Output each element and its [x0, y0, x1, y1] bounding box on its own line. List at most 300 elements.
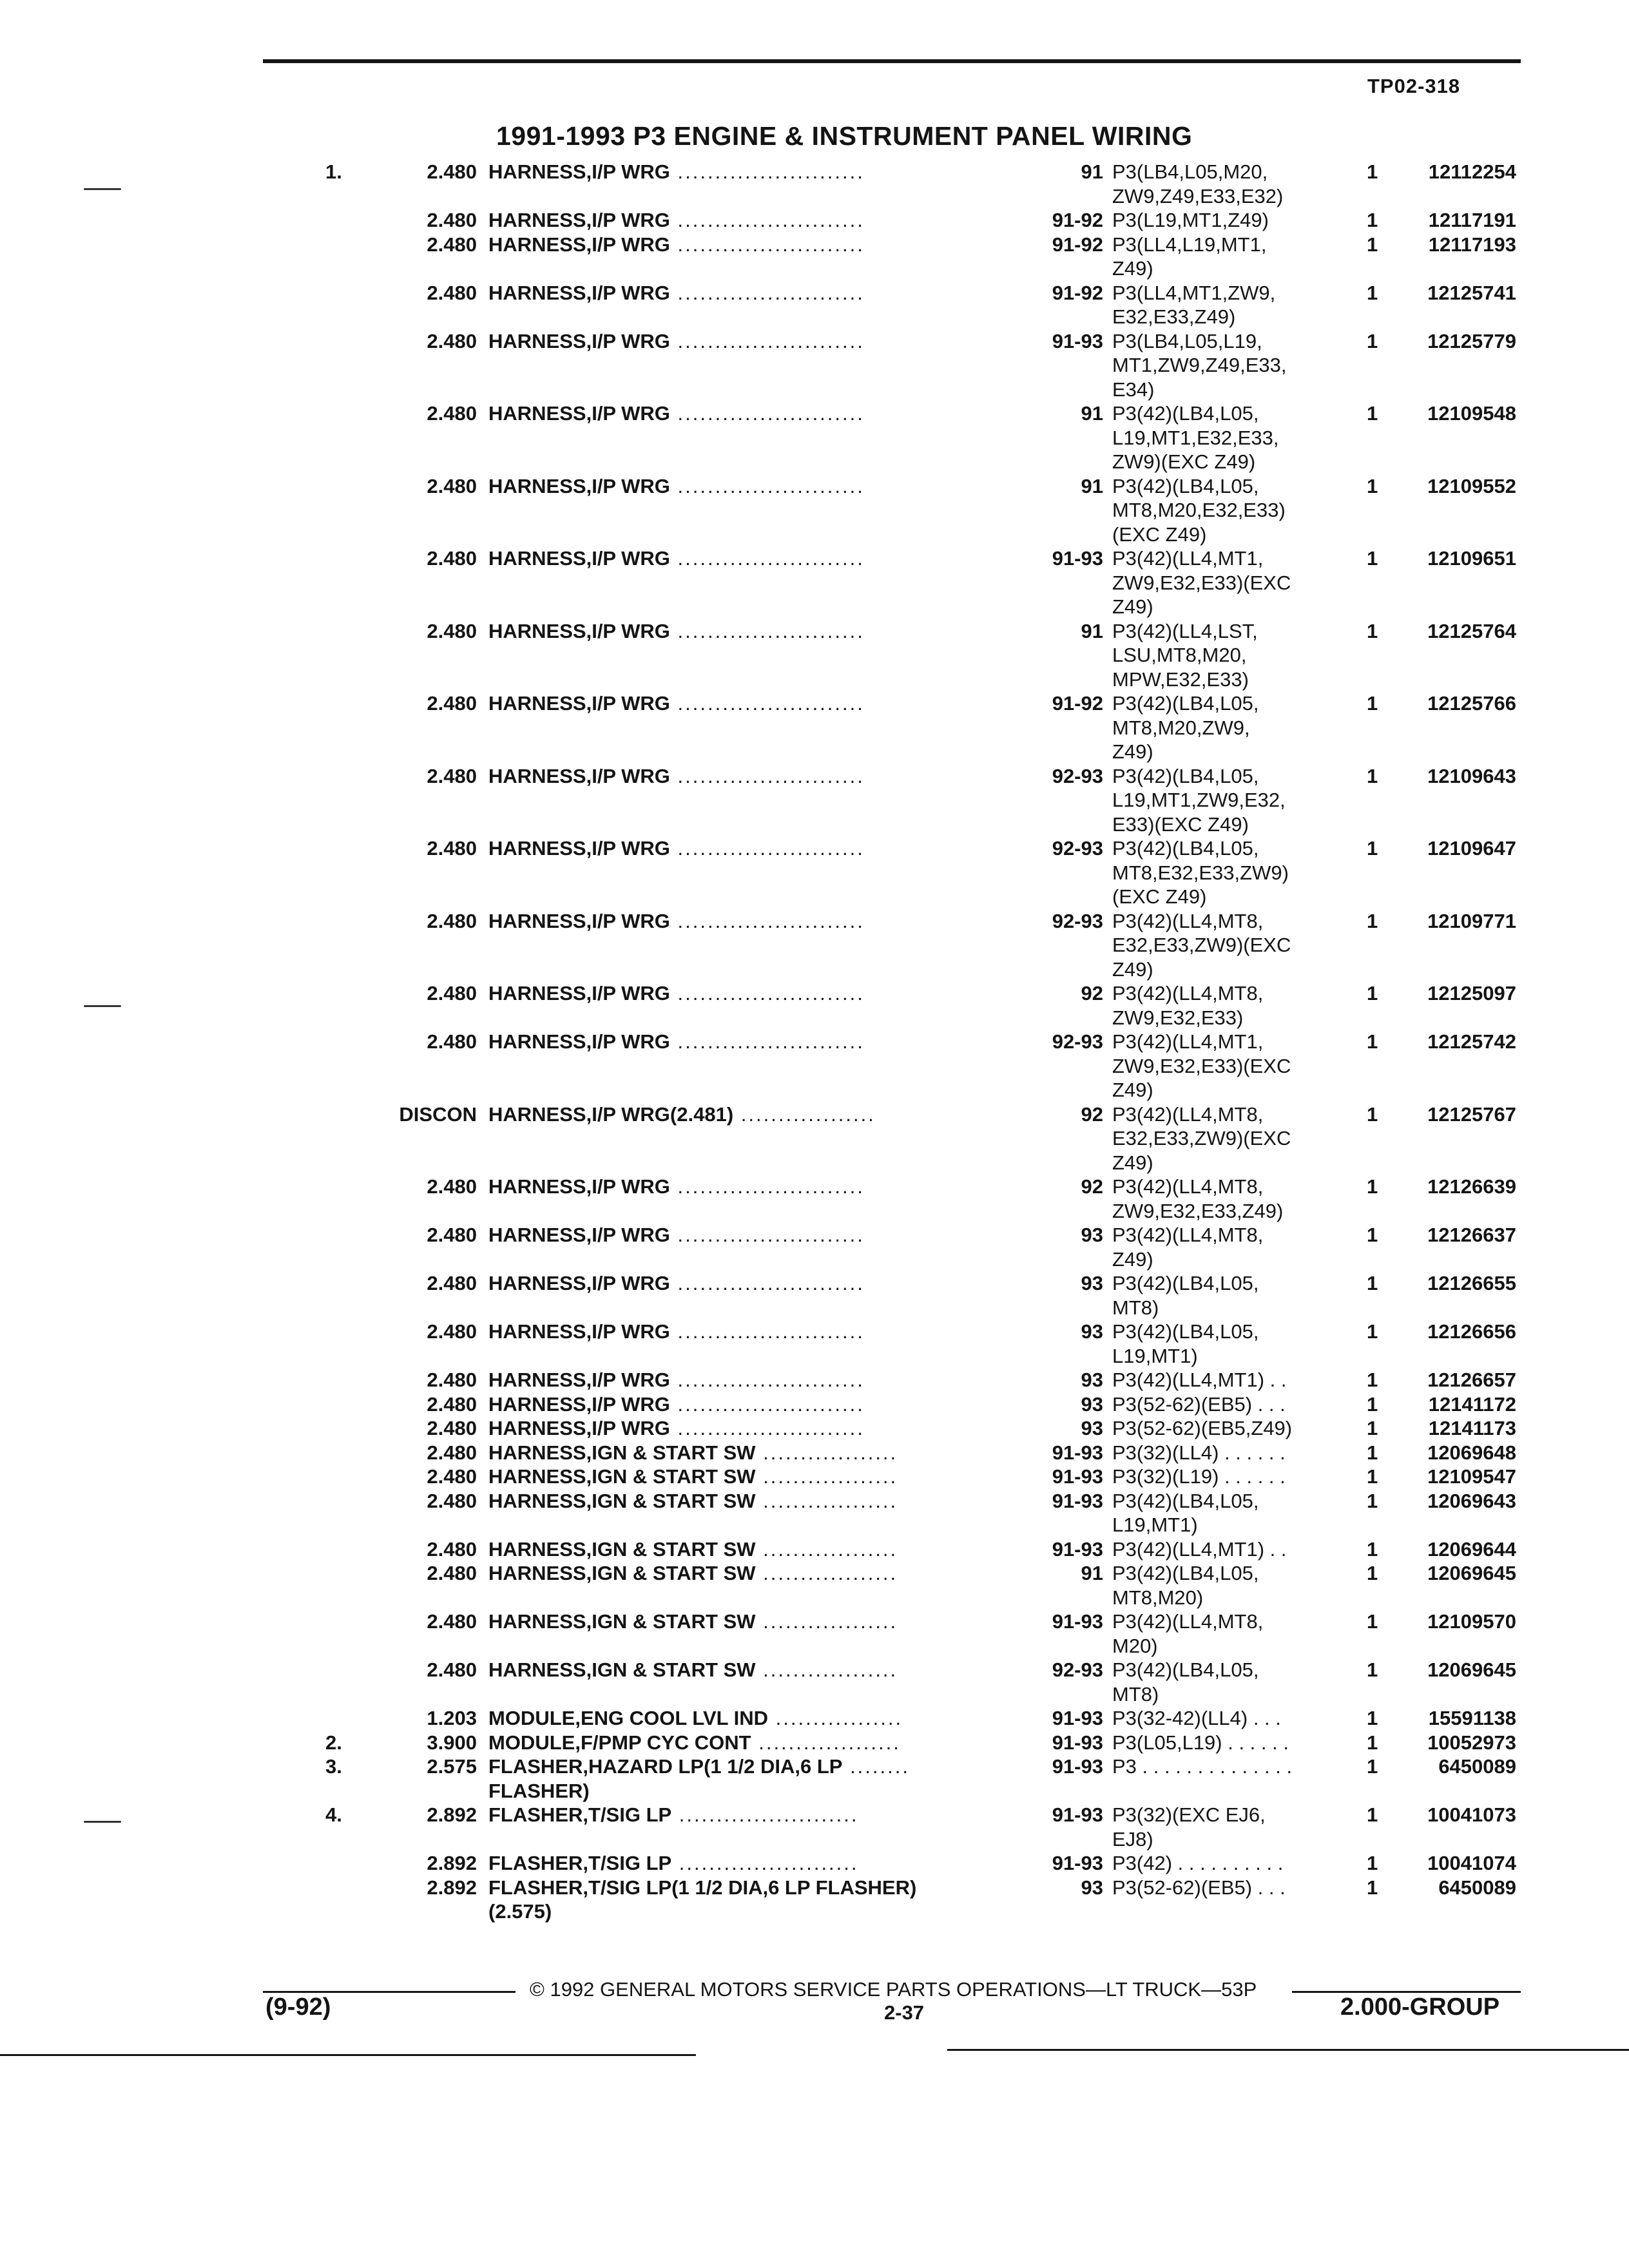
- model-usage: P3(42)(LB4,L05, MT8,E32,E33,ZW9) (EXC Z49): [1112, 837, 1289, 908]
- part-name: HARNESS: [488, 329, 586, 352]
- quantity: 1: [1367, 1731, 1378, 1754]
- item-ref: 1.: [325, 160, 342, 183]
- table-row: [0, 401, 1629, 474]
- leader-dots: .........................: [670, 209, 865, 231]
- table-row: [0, 1754, 1629, 1803]
- part-name: HARNESS: [488, 1102, 586, 1126]
- table-row: [0, 1175, 1629, 1223]
- quantity: 1: [1367, 1852, 1378, 1874]
- part-description: [488, 1561, 1010, 1586]
- model-year: 92-93: [1052, 909, 1103, 932]
- part-description: [488, 1489, 1010, 1514]
- model-usage: P3(42)(LB4,L05, L19,MT1): [1112, 1489, 1259, 1536]
- table-row: [0, 764, 1629, 837]
- part-description: [488, 1392, 1010, 1417]
- group-number: 2.480: [427, 209, 477, 231]
- part-spec: ,I/P WRG: [586, 619, 670, 642]
- group-number: 2.480: [427, 982, 477, 1004]
- leader-dots: .........................: [670, 909, 865, 932]
- table-row: [0, 1271, 1629, 1320]
- part-number: 12069648: [1427, 1441, 1516, 1464]
- part-description: [488, 1102, 1010, 1127]
- part-spec: ,I/P WRG: [586, 233, 670, 256]
- part-number: 12109647: [1427, 837, 1516, 860]
- part-number: 12141172: [1428, 1392, 1516, 1416]
- group-number: 2.480: [427, 547, 477, 570]
- page-title: 1991-1993 P3 ENGINE & INSTRUMENT PANEL WIRING: [496, 121, 1193, 151]
- leader-dots: .........................: [670, 619, 865, 642]
- leader-dots: .........................: [670, 692, 865, 715]
- part-description: [488, 233, 1010, 257]
- quantity: 1: [1367, 329, 1378, 352]
- part-description: [488, 160, 1010, 184]
- leader-dots: ..................: [755, 1658, 898, 1681]
- model-year: 91-93: [1052, 1755, 1103, 1778]
- part-number: 12125766: [1427, 692, 1516, 715]
- model-year: 93: [1081, 1224, 1103, 1246]
- part-description: [488, 1320, 1010, 1344]
- group-number: 2.480: [427, 1441, 477, 1464]
- part-name: HARNESS: [488, 474, 586, 497]
- part-number: 12141173: [1428, 1417, 1516, 1439]
- leader-dots: ..................: [755, 1562, 898, 1584]
- part-spec: ,I/P WRG(2.481): [586, 1102, 734, 1126]
- table-row: [0, 160, 1629, 208]
- part-spec: ,IGN & START SW: [586, 1489, 756, 1512]
- part-spec: ,I/P WRG: [586, 982, 670, 1004]
- part-name: HARNESS: [488, 160, 586, 183]
- quantity: 1: [1367, 1489, 1378, 1512]
- part-spec: ,I/P WRG: [586, 474, 670, 497]
- group-number: 2.480: [427, 281, 477, 304]
- model-year: 93: [1081, 1876, 1103, 1899]
- group-number: 3.900: [427, 1731, 477, 1754]
- part-spec: ,T/SIG LP: [583, 1852, 672, 1874]
- quantity: 1: [1367, 1658, 1378, 1681]
- part-spec: ,I/P WRG: [586, 909, 670, 932]
- table-row: [0, 208, 1629, 233]
- part-number: 12126657: [1427, 1369, 1516, 1391]
- quantity: 1: [1367, 1465, 1378, 1488]
- part-name: HARNESS: [488, 837, 586, 860]
- part-number: 12117191: [1428, 209, 1516, 231]
- model-year: 91: [1081, 474, 1103, 497]
- part-spec: ,I/P WRG: [586, 837, 670, 860]
- part-name: HARNESS: [488, 1562, 586, 1584]
- leader-dots: .........................: [670, 764, 865, 787]
- model-year: 91-93: [1052, 1707, 1103, 1729]
- model-usage: P3(32)(EXC EJ6, EJ8): [1112, 1803, 1266, 1850]
- group-number: 2.480: [427, 692, 477, 715]
- part-name: HARNESS: [488, 1465, 586, 1488]
- model-year: 91-93: [1052, 1441, 1103, 1464]
- part-spec: ,IGN & START SW: [586, 1441, 756, 1464]
- quantity: 1: [1367, 1224, 1378, 1246]
- group-number: 2.480: [427, 160, 477, 183]
- leader-dots: ..................: [755, 1465, 898, 1488]
- part-number: 12125742: [1427, 1030, 1516, 1053]
- model-year: 91-93: [1052, 547, 1103, 570]
- part-spec: ,I/P WRG: [586, 764, 670, 787]
- part-description: [488, 1441, 1010, 1465]
- part-number: 12125097: [1427, 982, 1516, 1004]
- part-spec: ,I/P WRG: [586, 402, 670, 425]
- part-description: [488, 1223, 1010, 1247]
- table-row: [0, 1030, 1629, 1102]
- part-description: [488, 1876, 1010, 1924]
- quantity: 1: [1367, 209, 1378, 231]
- part-number: 12109651: [1427, 547, 1516, 570]
- leader-dots: .........................: [670, 474, 865, 497]
- group-number: 2.892: [427, 1876, 477, 1899]
- part-number: 12126656: [1427, 1320, 1516, 1343]
- part-spec-continued: (2.575): [488, 1900, 552, 1923]
- model-year: 91: [1081, 402, 1103, 425]
- table-row: [0, 1537, 1629, 1562]
- quantity: 1: [1367, 233, 1378, 256]
- part-number: 12112254: [1428, 160, 1516, 183]
- part-name: FLASHER: [488, 1876, 583, 1899]
- part-name: HARNESS: [488, 982, 586, 1004]
- leader-dots: ..................: [755, 1610, 898, 1633]
- part-number: 12069645: [1427, 1658, 1516, 1681]
- leader-dots: .........................: [670, 1272, 865, 1294]
- part-spec: ,IGN & START SW: [586, 1465, 756, 1488]
- model-year: 91-93: [1052, 1537, 1103, 1561]
- group-number: 2.480: [427, 329, 477, 352]
- quantity: 1: [1367, 1537, 1378, 1561]
- model-year: 91-92: [1052, 233, 1103, 256]
- model-usage: P3(42)(LB4,L05, MT8): [1112, 1658, 1259, 1706]
- model-usage: P3(42)(LL4,MT8, E32,E33,ZW9)(EXC Z49): [1112, 1102, 1291, 1174]
- model-usage: P3(LB4,L05,M20, ZW9,Z49,E33,E32): [1112, 160, 1284, 207]
- copyright-line: © 1992 GENERAL MOTORS SERVICE PARTS OPERATIONS—LT TRUCK—53P: [530, 1978, 1257, 2001]
- model-usage: P3(42)(LB4,L05, MT8,M20,E32,E33) (EXC Z49): [1112, 474, 1286, 546]
- leader-dots: .........................: [670, 1320, 865, 1343]
- model-year: 93: [1081, 1369, 1103, 1391]
- quantity: 1: [1367, 1755, 1378, 1778]
- quantity: 1: [1367, 837, 1378, 860]
- quantity: 1: [1367, 1803, 1378, 1826]
- part-number: 10041073: [1427, 1803, 1516, 1826]
- model-year: 91-92: [1052, 209, 1103, 231]
- model-usage: P3(42)(LB4,L05, MT8,M20,ZW9, Z49): [1112, 692, 1259, 763]
- part-number: 12125767: [1427, 1102, 1516, 1126]
- part-spec: ,IGN & START SW: [586, 1562, 756, 1584]
- group-number: 2.480: [427, 837, 477, 860]
- footer-rule-left: [263, 1991, 516, 1993]
- table-row: [0, 1803, 1629, 1851]
- table-row: [0, 1320, 1629, 1368]
- leader-dots: ..................: [755, 1489, 898, 1512]
- leader-dots: ........................: [671, 1852, 859, 1874]
- part-spec: ,F/PMP CYC CONT: [575, 1731, 751, 1754]
- model-usage: P3(42)(LL4,MT8, ZW9,E32,E33): [1112, 982, 1264, 1029]
- part-description: [488, 836, 1010, 861]
- leader-dots: .........................: [670, 1417, 865, 1439]
- group-number: 2.480: [427, 1175, 477, 1198]
- model-usage: P3(52-62)(EB5) . . .: [1112, 1392, 1286, 1416]
- part-name: HARNESS: [488, 1392, 586, 1416]
- model-usage: P3(L19,MT1,Z49): [1112, 209, 1269, 231]
- quantity: 1: [1367, 764, 1378, 787]
- leader-dots: ..................: [733, 1102, 876, 1126]
- part-spec: ,I/P WRG: [586, 1320, 670, 1343]
- leader-dots: .........................: [670, 233, 865, 256]
- part-name: HARNESS: [488, 1175, 586, 1198]
- part-name: HARNESS: [488, 764, 586, 787]
- quantity: 1: [1367, 1392, 1378, 1416]
- part-spec: ,ENG COOL LVL IND: [575, 1707, 769, 1729]
- leader-dots: .........................: [670, 1369, 865, 1391]
- leader-dots: .........................: [670, 402, 865, 425]
- part-name: HARNESS: [488, 547, 586, 570]
- part-description: [488, 909, 1010, 934]
- group-number: 2.480: [427, 1465, 477, 1488]
- item-ref: 4.: [325, 1803, 342, 1826]
- part-name: HARNESS: [488, 1441, 586, 1464]
- leader-dots: ...................: [751, 1731, 901, 1754]
- group-number: 1.203: [427, 1707, 477, 1729]
- part-number: 12126639: [1427, 1175, 1516, 1198]
- group-number: 2.480: [427, 1610, 477, 1633]
- leader-dots: ..................: [755, 1537, 898, 1561]
- part-number: 12117193: [1428, 233, 1516, 256]
- part-name: HARNESS: [488, 1658, 586, 1681]
- table-row: [0, 909, 1629, 982]
- table-row: [0, 1392, 1629, 1417]
- model-usage: P3(42) . . . . . . . . . .: [1112, 1852, 1284, 1874]
- model-year: 93: [1081, 1272, 1103, 1294]
- group-number: 2.480: [427, 1272, 477, 1294]
- part-number: 10052973: [1427, 1731, 1516, 1754]
- leader-dots: .........................: [670, 1030, 865, 1053]
- model-usage: P3(32-42)(LL4) . . .: [1112, 1707, 1281, 1729]
- quantity: 1: [1367, 619, 1378, 642]
- leader-dots: .........................: [670, 837, 865, 860]
- model-year: 91-93: [1052, 1803, 1103, 1826]
- table-row: [0, 1465, 1629, 1489]
- quantity: 1: [1367, 402, 1378, 425]
- group-number: 2.480: [427, 402, 477, 425]
- model-year: 92-93: [1052, 1658, 1103, 1681]
- model-year: 93: [1081, 1320, 1103, 1343]
- part-name: HARNESS: [488, 209, 586, 231]
- parts-list: [0, 160, 1629, 1924]
- group-number: 2.575: [427, 1755, 477, 1778]
- part-description: [488, 1803, 1010, 1827]
- group-number: DISCON: [399, 1102, 477, 1126]
- model-usage: P3(42)(LB4,L05, L19,MT1,ZW9,E32, E33)(EXC Z49): [1112, 764, 1286, 836]
- model-year: 93: [1081, 1417, 1103, 1439]
- quantity: 1: [1367, 1320, 1378, 1343]
- table-row: [0, 1851, 1629, 1876]
- quantity: 1: [1367, 1610, 1378, 1633]
- model-usage: P3(42)(LL4,MT1, ZW9,E32,E33)(EXC Z49): [1112, 547, 1291, 618]
- table-row: [0, 1441, 1629, 1465]
- table-row: [0, 329, 1629, 402]
- part-name: HARNESS: [488, 1489, 586, 1512]
- leader-dots: .........................: [670, 160, 865, 183]
- part-spec: ,T/SIG LP: [583, 1803, 672, 1826]
- footer-rule-right: [1292, 1991, 1521, 1993]
- quantity: 1: [1367, 547, 1378, 570]
- table-row: [0, 546, 1629, 619]
- model-usage: P3(52-62)(EB5,Z49): [1112, 1417, 1293, 1439]
- group-number: 2.480: [427, 619, 477, 642]
- part-description: [488, 1731, 1010, 1755]
- part-number: 12126655: [1427, 1272, 1516, 1294]
- group-number: 2.480: [427, 909, 477, 932]
- part-number: 12109570: [1427, 1610, 1516, 1633]
- model-year: 92-93: [1052, 1030, 1103, 1053]
- part-name: HARNESS: [488, 281, 586, 304]
- top-rule: [263, 59, 1521, 63]
- part-description: [488, 981, 1010, 1006]
- model-usage: P3(42)(LL4,MT1, ZW9,E32,E33)(EXC Z49): [1112, 1030, 1291, 1101]
- bottom-rule-right: [947, 2049, 1629, 2051]
- leader-dots: .........................: [670, 1392, 865, 1416]
- model-usage: P3(32)(L19) . . . . . .: [1112, 1465, 1286, 1488]
- part-name: HARNESS: [488, 909, 586, 932]
- table-row: [0, 691, 1629, 764]
- group-number: 2.892: [427, 1803, 477, 1826]
- model-usage: P3(LB4,L05,L19, MT1,ZW9,Z49,E33, E34): [1112, 329, 1287, 401]
- part-spec: ,I/P WRG: [586, 329, 670, 352]
- quantity: 1: [1367, 1175, 1378, 1198]
- part-description: [488, 764, 1010, 789]
- part-name: HARNESS: [488, 1030, 586, 1053]
- leader-dots: .........................: [670, 982, 865, 1004]
- table-row: [0, 474, 1629, 547]
- model-usage: P3(42)(LL4,MT8, Z49): [1112, 1224, 1264, 1271]
- part-name: MODULE: [488, 1707, 575, 1729]
- part-description: [488, 1416, 1010, 1441]
- table-row: [0, 1416, 1629, 1441]
- model-usage: P3(42)(LB4,L05, MT8): [1112, 1272, 1259, 1319]
- part-description: [488, 1610, 1010, 1634]
- quantity: 1: [1367, 1562, 1378, 1584]
- model-year: 91-92: [1052, 692, 1103, 715]
- bottom-rule: [0, 2054, 696, 2056]
- model-usage: P3(42)(LB4,L05, MT8,M20): [1112, 1562, 1259, 1609]
- table-row: [0, 1876, 1629, 1924]
- group-number: 2.480: [427, 1658, 477, 1681]
- table-row: [0, 1102, 1629, 1175]
- table-row: [0, 1489, 1629, 1537]
- part-number: 12126637: [1427, 1224, 1516, 1246]
- revision-date: (9-92): [265, 1994, 331, 2021]
- part-description: [488, 1754, 1010, 1803]
- table-row: [0, 836, 1629, 909]
- part-number: 12069645: [1427, 1562, 1516, 1584]
- part-number: 15591138: [1428, 1707, 1516, 1729]
- part-number: 12069643: [1427, 1489, 1516, 1512]
- part-number: 12109548: [1427, 402, 1516, 425]
- group-number: 2.480: [427, 474, 477, 497]
- page-code: TP02-318: [1367, 75, 1461, 97]
- part-name: HARNESS: [488, 1320, 586, 1343]
- leader-dots: ........................: [671, 1803, 859, 1826]
- model-year: 92-93: [1052, 764, 1103, 787]
- part-description: [488, 1465, 1010, 1489]
- part-description: [488, 1368, 1010, 1392]
- part-name: HARNESS: [488, 692, 586, 715]
- table-row: [0, 233, 1629, 281]
- part-number: 12125764: [1427, 619, 1516, 642]
- model-usage: P3(32)(LL4) . . . . . .: [1112, 1441, 1286, 1464]
- table-row: [0, 981, 1629, 1030]
- part-number: 12069644: [1427, 1537, 1516, 1561]
- part-number: 12109771: [1427, 909, 1516, 932]
- leader-dots: .........................: [670, 329, 865, 352]
- group-number: 2.480: [427, 1489, 477, 1512]
- part-spec: ,I/P WRG: [586, 160, 670, 183]
- part-name: FLASHER: [488, 1852, 583, 1874]
- quantity: 1: [1367, 982, 1378, 1004]
- model-usage: P3(42)(LL4,MT8, ZW9,E32,E33,Z49): [1112, 1175, 1284, 1222]
- model-usage: P3(52-62)(EB5) . . .: [1112, 1876, 1286, 1899]
- part-description: [488, 546, 1010, 571]
- part-number: 6450089: [1438, 1755, 1516, 1778]
- part-number: 6450089: [1438, 1876, 1516, 1899]
- model-year: 91-93: [1052, 329, 1103, 352]
- model-year: 91-93: [1052, 1489, 1103, 1512]
- quantity: 1: [1367, 160, 1378, 183]
- model-year: 92: [1081, 1102, 1103, 1126]
- part-description: [488, 474, 1010, 499]
- model-usage: P3(LL4,L19,MT1, Z49): [1112, 233, 1267, 280]
- part-spec: ,I/P WRG: [586, 692, 670, 715]
- part-description: [488, 1658, 1010, 1682]
- part-spec: ,I/P WRG: [586, 281, 670, 304]
- part-name: HARNESS: [488, 1610, 586, 1633]
- model-usage: P3(LL4,MT1,ZW9, E32,E33,Z49): [1112, 281, 1276, 328]
- model-year: 92: [1081, 982, 1103, 1004]
- group-number: 2.480: [427, 1224, 477, 1246]
- part-description: [488, 691, 1010, 716]
- part-name: HARNESS: [488, 1369, 586, 1391]
- model-usage: P3(42)(LL4,MT1) . .: [1112, 1537, 1287, 1561]
- part-spec: ,IGN & START SW: [586, 1658, 756, 1681]
- part-spec-continued: FLASHER): [488, 1779, 590, 1802]
- model-year: 91: [1081, 619, 1103, 642]
- group-number: 2.480: [427, 1417, 477, 1439]
- part-spec: ,I/P WRG: [586, 547, 670, 570]
- model-usage: P3(42)(LB4,L05, L19,MT1,E32,E33, ZW9)(EXC Z49): [1112, 402, 1279, 473]
- item-ref: 2.: [325, 1731, 342, 1754]
- model-year: 91-93: [1052, 1465, 1103, 1488]
- part-description: [488, 281, 1010, 305]
- model-year: 91-92: [1052, 281, 1103, 304]
- part-spec: ,I/P WRG: [586, 209, 670, 231]
- model-year: 92: [1081, 1175, 1103, 1198]
- quantity: 1: [1367, 692, 1378, 715]
- group-number: 2.480: [427, 764, 477, 787]
- part-name: FLASHER: [488, 1755, 583, 1778]
- table-row: [0, 1561, 1629, 1610]
- part-description: [488, 208, 1010, 233]
- item-ref: 3.: [325, 1755, 342, 1778]
- quantity: 1: [1367, 1030, 1378, 1053]
- leader-dots: .................: [768, 1707, 903, 1729]
- part-name: HARNESS: [488, 1417, 586, 1439]
- part-description: [488, 1537, 1010, 1562]
- part-spec: ,I/P WRG: [586, 1392, 670, 1416]
- group-number: 2.480: [427, 1392, 477, 1416]
- model-usage: P3(42)(LL4,MT8, M20): [1112, 1610, 1264, 1657]
- part-name: HARNESS: [488, 1272, 586, 1294]
